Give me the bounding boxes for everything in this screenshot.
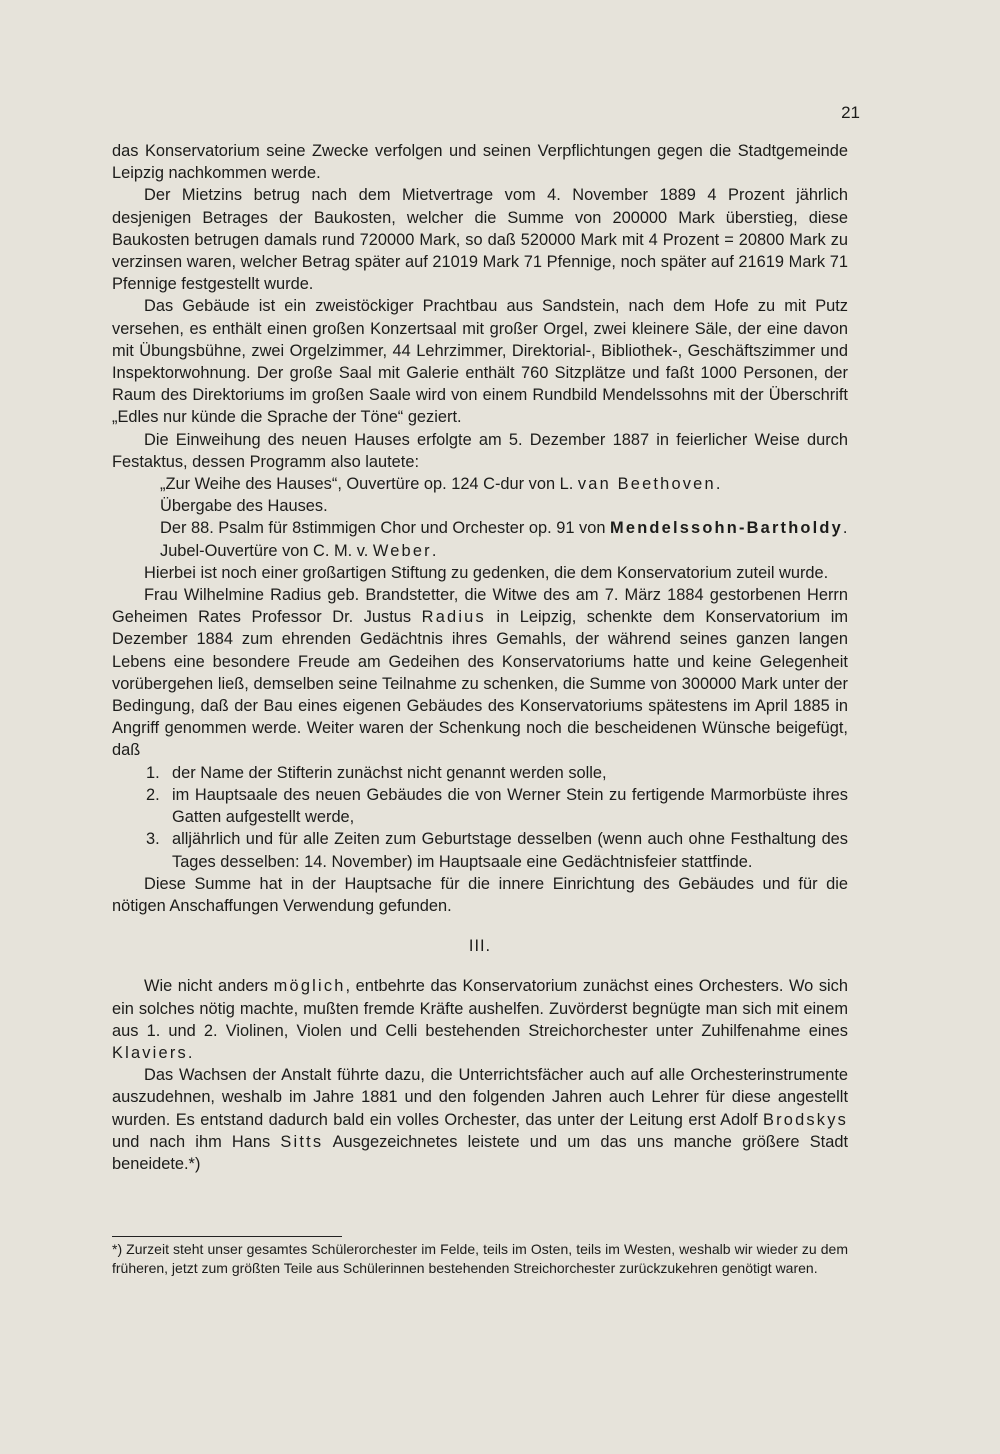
paragraph-text: und nach ihm Hans [112, 1132, 281, 1151]
list-text: der Name der Stifterin zunächst nicht genannt werden solle, [172, 763, 607, 782]
list-item [112, 828, 848, 872]
program-item [112, 540, 848, 562]
paragraph-text: Ausgezeichnetes leistete und um das uns manche größere Stadt beneidete.*) [112, 1132, 848, 1173]
section-heading: III. [468, 937, 492, 956]
list-number: 2. [146, 785, 160, 804]
emphasis-text: möglich [273, 977, 346, 996]
list-item [112, 784, 848, 828]
paragraph: Der Mietzins betrug nach dem Mietvertrage vom 4. November 1889 4 Prozent jährlich desjenigen Betrages der Baukosten, welcher die Summe von 200000 Mark überstieg, diese Baukosten betrugen damals rund 720000 Mark, so daß 520000 Mark mit 4 Prozent = 20800 Mark zu verzinsen waren, welcher Betrag später auf 21019 Mark 71 Pfennige, noch später auf 21619 Mark 71 Pfennige festgestellt wurde. [112, 186, 848, 294]
program-item [112, 473, 848, 495]
program-text: . [431, 541, 437, 560]
person-name: Sitts [280, 1132, 324, 1151]
program-item: Übergabe des Hauses. [160, 497, 328, 516]
program-text: Der 88. Psalm für 8stimmigen Chor und Orchester op. 91 von [160, 519, 611, 538]
composer-name: van Beethoven [577, 475, 716, 494]
composer-name: Weber [372, 541, 432, 560]
composer-name: Mendelssohn-Bartholdy [610, 519, 843, 538]
list-text: im Hauptsaale des neuen Gebäudes die von Werner Stein zu fertigende Marmorbüste ihres Gatten aufgestellt werde, [172, 785, 848, 827]
program-text: . [842, 519, 848, 538]
footnote: *) Zurzeit steht unser gesamtes Schülerorchester im Felde, teils im Osten, teils im Westen, weshalb wir wieder zu dem früheren, jetzt zum größten Teile aus Schülerinnen bestehenden Streichorchester zurückzukehren genötigt waren. [112, 1241, 848, 1276]
list-number: 3. [146, 830, 160, 849]
paragraph: Diese Summe hat in der Hauptsache für die innere Einrichtung des Gebäudes und für die nötigen Anschaffungen Verwendung gefunden. [112, 874, 848, 915]
program-text: . [715, 475, 721, 494]
page-number: 21 [841, 103, 860, 122]
paragraph-text: Das Wachsen der Anstalt führte dazu, die Unterrichtsfächer auch auf alle Orchesterinstrumente auszudehnen, weshalb im Jahre 1881 und den folgenden Jahren auch Lehrer für diese angestellt wurden. Es entstand dadurch bald ein volles Orchester, das unter der Leitung erst Adolf [112, 1066, 848, 1129]
paragraph [112, 584, 848, 762]
list-item [112, 762, 848, 784]
paragraph: das Konservatorium seine Zwecke verfolgen und seinen Verpflichtungen gegen die Stadtgemeinde Leipzig nachkommen werde. [112, 142, 848, 183]
program-list [112, 473, 848, 562]
list-number: 1. [146, 763, 160, 782]
paragraph: Die Einweihung des neuen Hauses erfolgte am 5. Dezember 1887 in feierlicher Weise durch Festaktus, dessen Programm also lautete: [112, 430, 848, 471]
program-text: „Zur Weihe des Hauses“, Ouvertüre op. 124 C-dur von L. [160, 475, 578, 494]
paragraph-text: Wie nicht anders [144, 977, 274, 996]
person-name: Radius [421, 608, 486, 627]
paragraph [112, 975, 848, 1064]
paragraph-text: in Leipzig, schenkte dem Konservatorium im Dezember 1884 zum ehrenden Gedächtnis ihres Gemahls, der während seines ganzen langen Lebens eine besondere Freude am Gedeihen des Konservatoriums hatte und keine Gelegenheit vorübergehen ließ, demselben seine Teilnahme zu schenken, die Summe von 300000 Mark unter der Bedingung, daß der Bau eines eigenen Gebäudes des Konservatoriums spätestens im April 1885 in Angriff genommen werde. Weiter waren der Schenkung noch die bescheidenen Wünsche beigefügt, daß [112, 608, 849, 760]
list-text: alljährlich und für alle Zeiten zum Geburtstage desselben (wenn auch ohne Festhaltung des Tages desselben: 14. November) im Hauptsaale eine Gedächtnisfeier stattfinde. [172, 830, 848, 871]
paragraph-text: . [187, 1043, 193, 1062]
paragraph-text: Frau Wilhelmine Radius geb. Brandstetter, die Witwe des am 7. März 1884 gestorbenen Herrn Geheimen Rates Professor Dr. Justus [112, 586, 848, 627]
program-item [112, 517, 848, 539]
footnote-rule [112, 1236, 342, 1237]
main-text [112, 140, 848, 1175]
paragraph: Das Gebäude ist ein zweistöckiger Prachtbau aus Sandstein, nach dem Hofe zu mit Putz versehen, es enthält einen großen Konzertsaal mit großer Orgel, zwei kleinere Säle, der eine davon mit Übungsbühne, zwei Orgelzimmer, 44 Lehrzimmer, Direktorial-, Bibliothek-, Geschäftszimmer und Inspektorwohnung. Der große Saal mit Galerie enthält 760 Sitzplätze und faßt 1000 Personen, der Raum des Direktoriums im großen Saale wird von einem Rundbild Mendelssohns mit der Überschrift „Edles nur künde die Sprache der Töne“ geziert. [112, 297, 848, 427]
person-name: Brodskys [762, 1110, 848, 1129]
paragraph [112, 1064, 848, 1175]
emphasis-text: Klaviers [112, 1043, 188, 1062]
paragraph: Hierbei ist noch einer großartigen Stiftung zu gedenken, die dem Konservatorium zuteil wurde. [144, 563, 829, 582]
conditions-list [112, 762, 848, 873]
paragraph-text: , entbehrte das Konservatorium zunächst eines Orchesters. Wo sich ein solches nötig machte, mußten fremde Kräfte aushelfen. Zuvörderst begnügte man sich mit einem aus 1. und 2. Violinen, Violen und Celli bestehenden Streichorchester unter Zuhilfenahme eines [112, 977, 848, 1040]
program-text: Jubel-Ouvertüre von C. M. v. [160, 541, 373, 560]
